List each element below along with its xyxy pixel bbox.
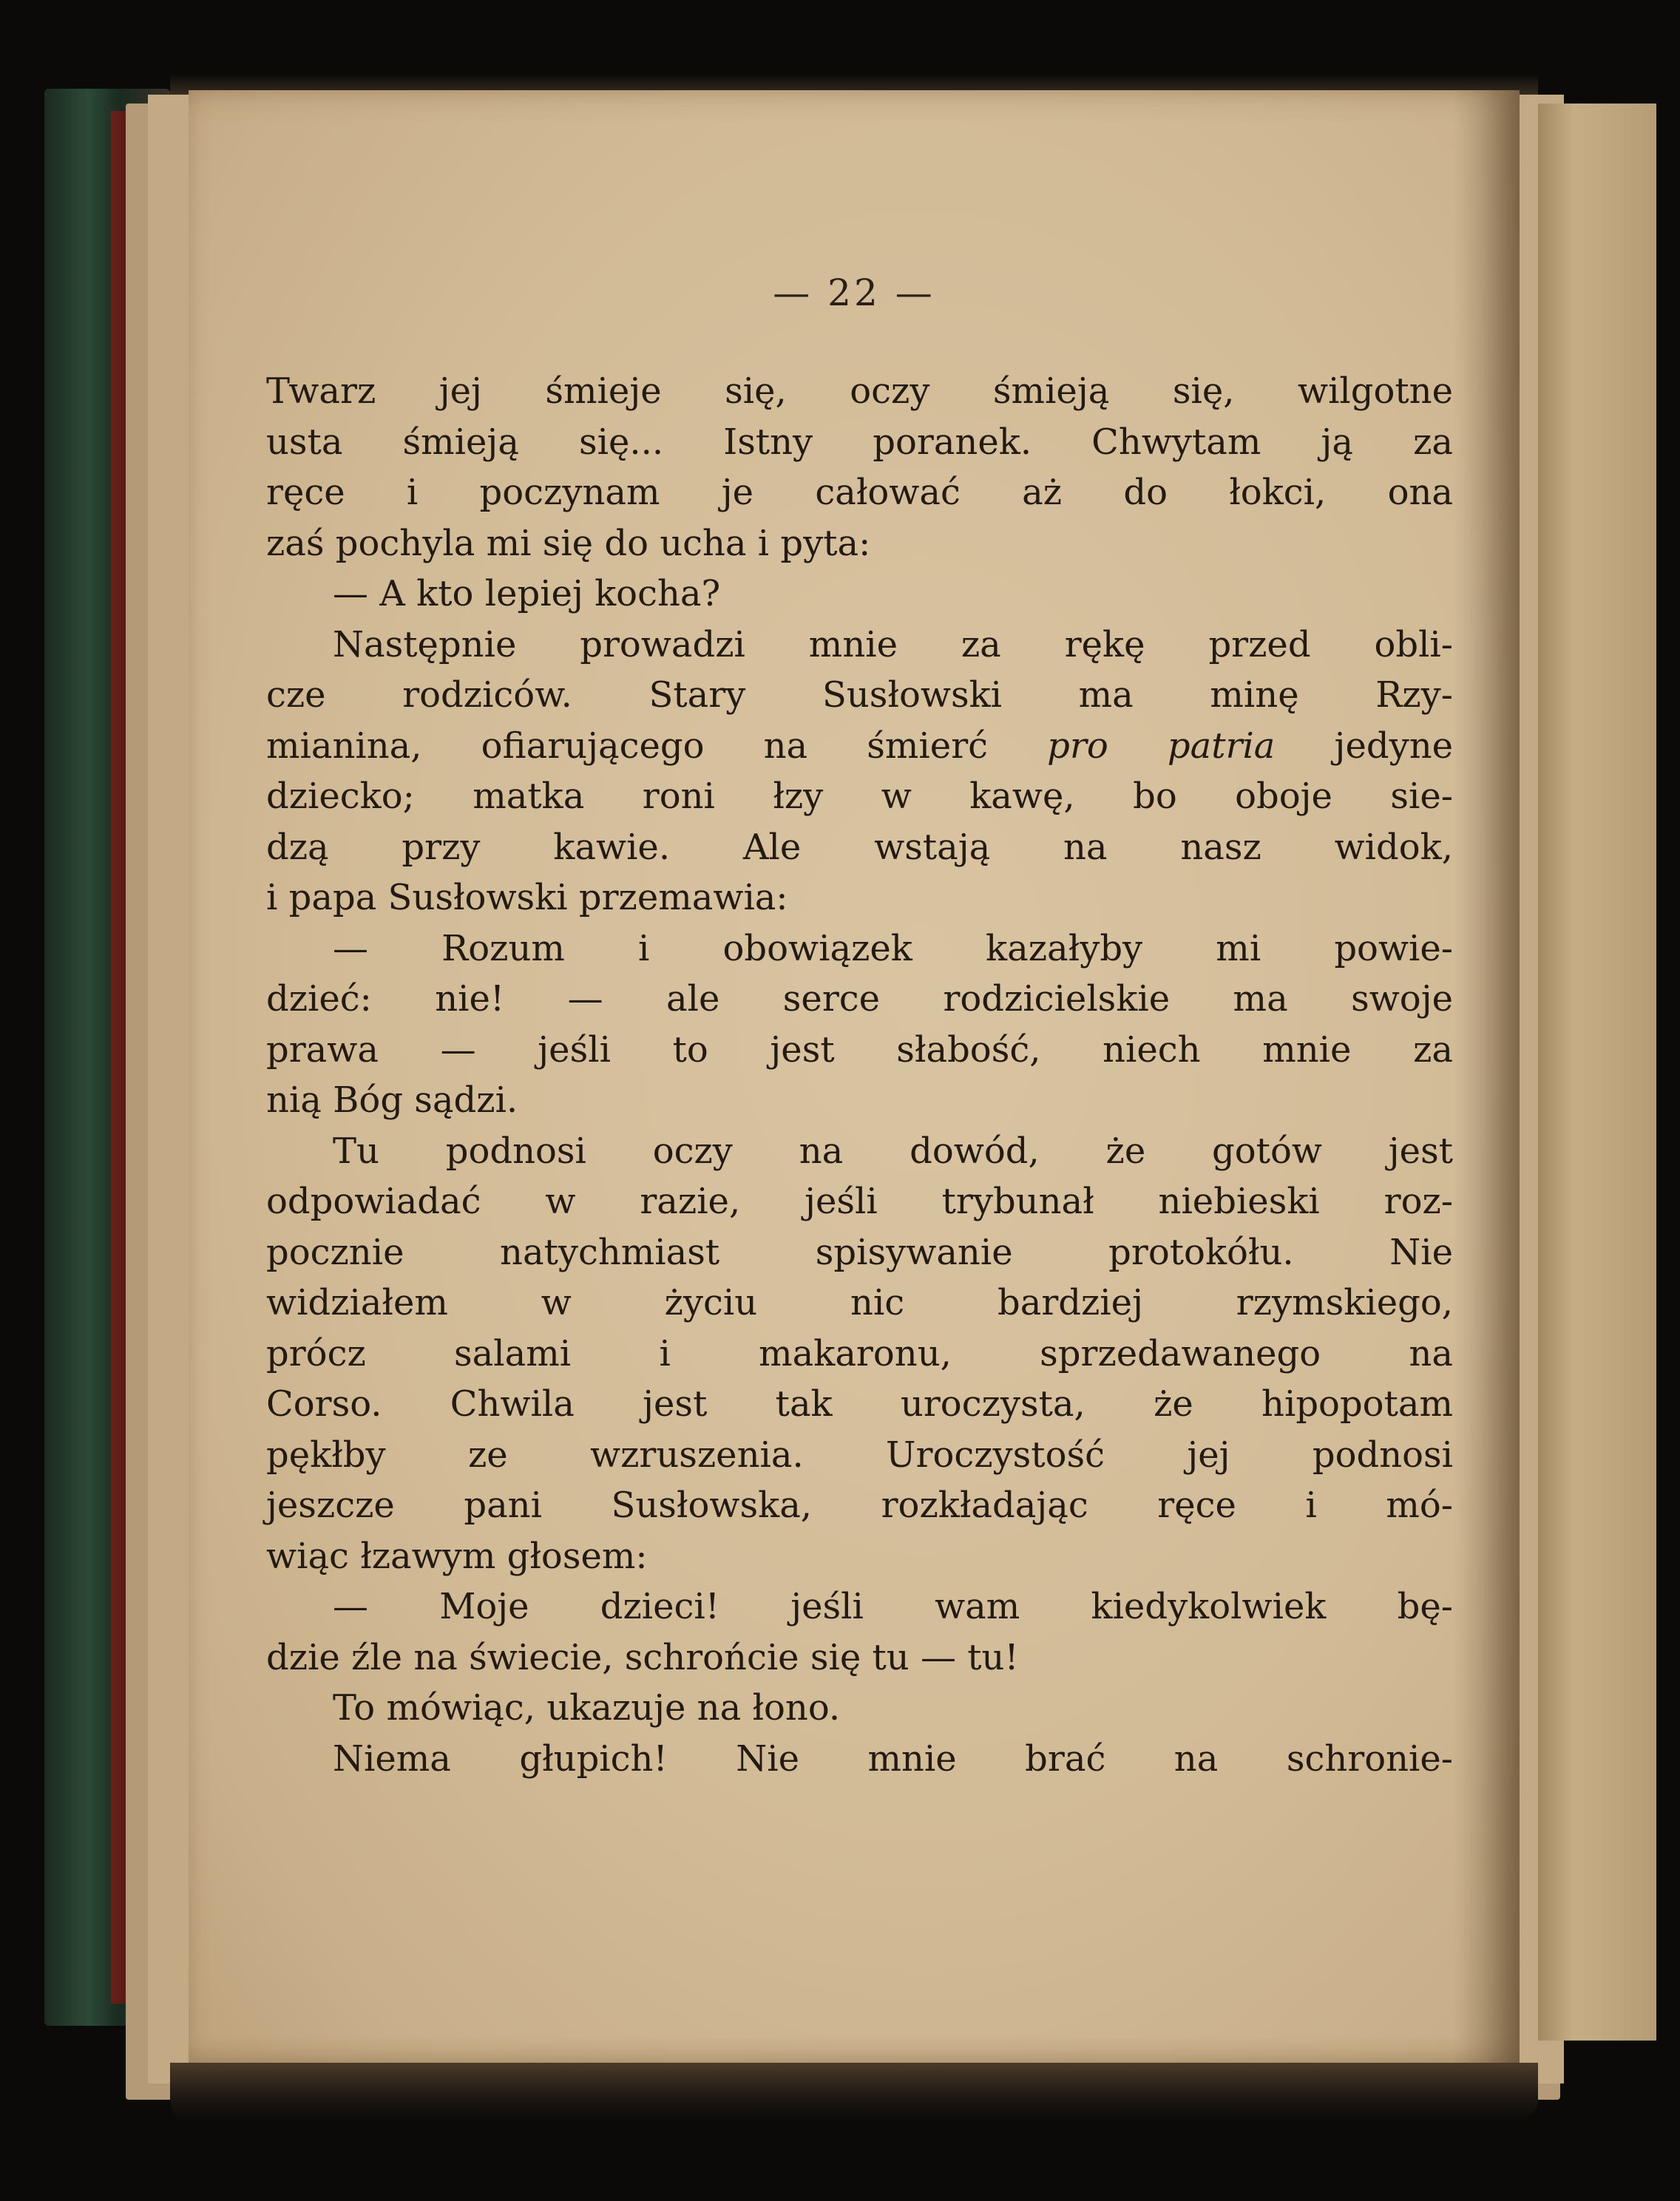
text-line	[266, 1278, 1453, 1329]
text-line	[266, 1176, 1453, 1227]
text-line-content: Niema głupich! Nie mnie brać na schronie-	[333, 1737, 1453, 1780]
text-line	[266, 721, 1453, 772]
background-right	[1656, 0, 1680, 2201]
text-line	[266, 1126, 1453, 1177]
text-line-content: wiąc łzawym głosem:	[266, 1535, 648, 1577]
text-line-content: pocznie natychmiast spisywanie protokółu. Nie	[266, 1231, 1453, 1273]
text-line	[266, 974, 1453, 1025]
text-line	[266, 1329, 1453, 1380]
text-line-content: Corso. Chwila jest tak uroczysta, że hipopotam	[266, 1383, 1453, 1425]
text-line	[266, 569, 1453, 620]
text-line-content: dzieć: nie! — ale serce rodzicielskie ma swoje	[266, 978, 1453, 1020]
text-line-content: cze rodziców. Stary Susłowski ma minę Rzy-	[266, 674, 1453, 716]
text-line-content: Tu podnosi oczy na dowód, że gotów jest	[333, 1130, 1453, 1172]
text-line-content: dzą przy kawie. Ale wstają na nasz widok,	[266, 826, 1453, 868]
text-line	[266, 822, 1453, 873]
text-line-content: jeszcze pani Susłowska, rozkładając ręce i mó-	[266, 1485, 1453, 1526]
text-line	[266, 366, 1453, 417]
text-line-content: prócz salami i makaronu, sprzedawanego na	[266, 1332, 1453, 1374]
text-line-content: dzie źle na świecie, schrońcie się tu — tu!	[266, 1636, 1019, 1678]
text-line-content: i papa Susłowski przemawia:	[266, 877, 788, 918]
text-line	[266, 1480, 1453, 1531]
text-line-content: — Rozum i obowiązek kazałyby mi powie-	[333, 927, 1453, 969]
text-line	[266, 1075, 1453, 1126]
text-line-content: ręce i poczynam je całować aż do łokci, ona	[266, 472, 1453, 513]
text-line-content: pękłby ze wzruszenia. Uroczystość jej podnosi	[266, 1434, 1453, 1476]
text-line	[266, 1430, 1453, 1481]
text-line-content: usta śmieją się... Istny poranek. Chwytam ją za	[266, 421, 1453, 463]
text-line-content: prawa — jeśli to jest słabość, niech mnie za	[266, 1028, 1453, 1071]
text-line	[266, 518, 1453, 569]
text-line	[266, 1734, 1453, 1785]
gutter-shadow	[1453, 90, 1520, 2072]
text-line-content: Twarz jej śmieje się, oczy śmieją się, wilgotne	[266, 370, 1453, 412]
italic-phrase: pro patria	[1047, 725, 1276, 767]
text-line-content: nią Bóg sądzi.	[266, 1079, 518, 1121]
text-line	[266, 670, 1453, 721]
text-line	[266, 771, 1453, 822]
text-line	[266, 1379, 1453, 1430]
body-text	[266, 366, 1453, 1784]
bottom-cover-edge	[170, 2063, 1538, 2122]
text-line	[266, 467, 1453, 518]
text-line-content: mianina, ofiarującego na śmierć	[266, 725, 1048, 767]
text-line-content: zaś pochyla mi się do ucha i pyta:	[266, 522, 871, 564]
page-number: — 22 —	[773, 271, 935, 314]
text-line	[266, 923, 1453, 974]
text-line	[266, 1227, 1453, 1278]
text-line	[266, 1581, 1453, 1632]
text-line-content: To mówiąc, ukazuje na łono.	[333, 1687, 841, 1729]
text-line-content: — A kto lepiej kocha?	[333, 573, 721, 614]
text-line-content: — Moje dzieci! jeśli wam kiedykolwiek bę-	[333, 1586, 1453, 1627]
text-line	[266, 1531, 1453, 1582]
facing-page-edge	[1538, 104, 1656, 2041]
text-line-content: Następnie prowadzi mnie za rękę przed obli-	[333, 623, 1453, 665]
text-line	[266, 1683, 1453, 1734]
text-line-continuation: jedyne	[1275, 725, 1454, 767]
text-line	[266, 872, 1453, 923]
text-line-content: widziałem w życiu nic bardziej rzymskiego,	[266, 1282, 1453, 1323]
text-line	[266, 1025, 1453, 1076]
text-line-content: dziecko; matka roni łzy w kawę, bo oboje sie-	[266, 776, 1453, 817]
text-line-content: odpowiadać w razie, jeśli trybunał niebieski roz-	[266, 1181, 1453, 1222]
text-line	[266, 417, 1453, 468]
text-line	[266, 620, 1453, 671]
text-line	[266, 1632, 1453, 1683]
